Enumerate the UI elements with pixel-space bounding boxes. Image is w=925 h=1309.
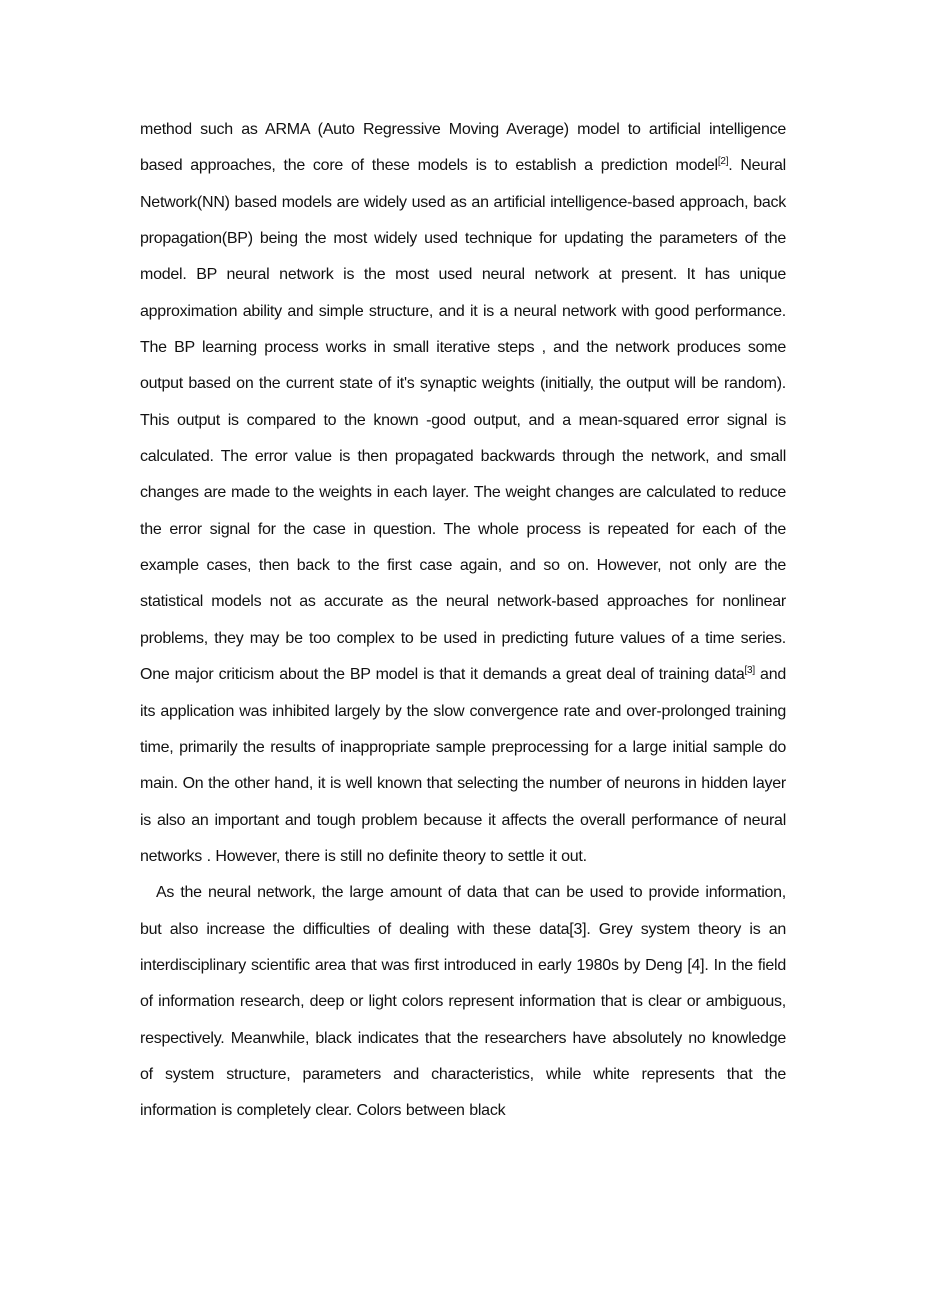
paragraph-1 [140,112,786,875]
paragraph-1-text-c: and its application was inhibited largely by the slow convergence rate and over-prolonged training time, primarily the results of inappropriate sample preprocessing for a large initial sample do main. On the other hand, it is well known that selecting the number of neurons in hidden layer is also an important and tough problem because it affects the overall performance of neural networks . However, there is still no definite theory to settle it out. [140,666,786,865]
paragraph-1-text-b: . Neural Network(NN) based models are widely used as an artificial intelligence-based approach, back propagation(BP) being the most widely used technique for updating the parameters of the model. BP neural network is the most used neural network at present. It has unique approximation ability and simple structure, and it is a neural network with good performance. The BP learning process works in small iterative steps , and the network produces some output based on the current state of it's synaptic weights (initially, the output will be random). This output is compared to the known -good output, and a mean-squared error signal is calculated. The error value is then propagated backwards through the network, and small changes are made to the weights in each layer. The weight changes are calculated to reduce the error signal for the case in question. The whole process is repeated for each of the example cases, then back to the first case again, and so on. However, not only are the statistical models not as accurate as the neural network-based approaches for nonlinear problems, they may be too complex to be used in predicting future values of a time series. One major criticism about the BP model is that it demands a great deal of training data [140,157,786,684]
paragraph-1-text-a: method such as ARMA (Auto Regressive Moving Average) model to artificial intelligence based approaches, the core of these models is to establish a prediction model [140,121,786,175]
citation-2: [2] [717,156,729,168]
citation-3: [3] [744,665,755,677]
body-text [140,112,786,1130]
paragraph-2: As the neural network, the large amount of data that can be used to provide information, but also increase the difficulties of dealing with these data[3]. Grey system theory is an interdisciplinary scientific area that was first introduced in early 1980s by Deng [4]. In the field of information research, deep or light colors represent information that is clear or ambiguous, respectively. Meanwhile, black indicates that the researchers have absolutely no knowledge of system structure, parameters and characteristics, while white represents that the information is completely clear. Colors between black [140,884,786,1120]
